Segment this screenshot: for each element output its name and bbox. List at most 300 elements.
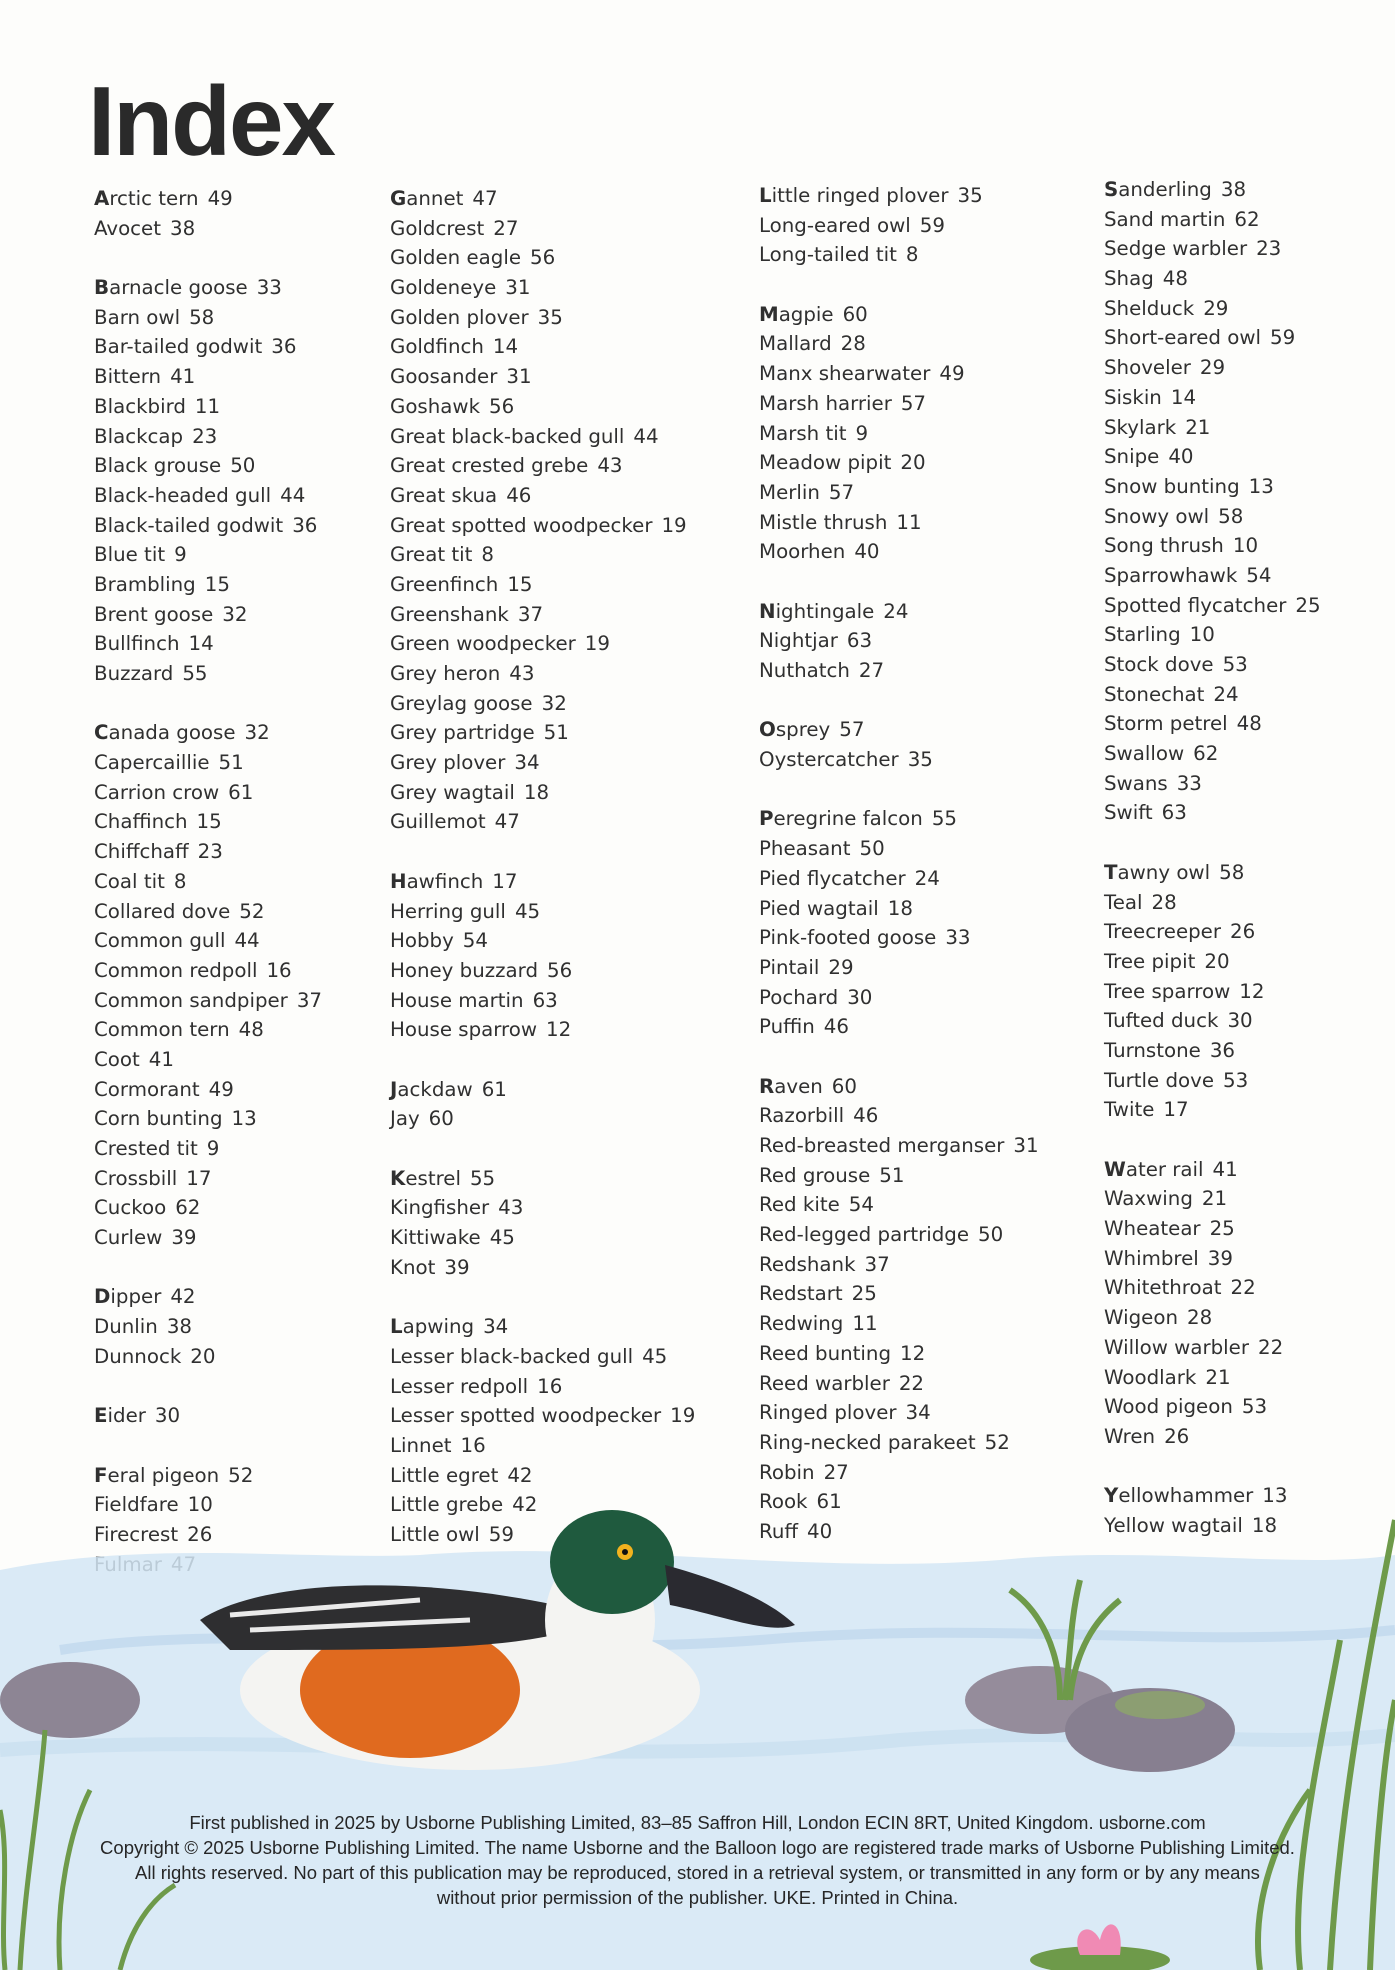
bird-name: Snow bunting — [1104, 474, 1240, 498]
page-number: 50 — [859, 837, 885, 861]
page-number: 28 — [1151, 890, 1177, 914]
bird-name: Arctic tern — [94, 187, 199, 210]
index-entry — [759, 389, 1099, 419]
page-number: 35 — [537, 305, 563, 329]
bird-name: Common sandpiper — [94, 988, 288, 1012]
page-number: 24 — [914, 866, 940, 890]
bird-name: Honey buzzard — [390, 958, 539, 982]
bird-name: Blackcap — [94, 424, 184, 448]
index-letter-group — [94, 184, 434, 243]
index-entry — [759, 1190, 1099, 1220]
page-number: 38 — [166, 1315, 193, 1339]
index-entry — [390, 807, 730, 837]
page-number: 27 — [493, 216, 519, 240]
index-entry — [390, 1164, 730, 1194]
page-number: 32 — [244, 721, 270, 745]
page-number: 10 — [1232, 534, 1259, 558]
bird-name: Goosander — [390, 365, 498, 389]
bird-name: Grey wagtail — [390, 780, 515, 804]
index-entry — [94, 1312, 434, 1342]
page-number: 19 — [584, 632, 610, 656]
index-entry — [94, 451, 434, 481]
index-entry — [759, 1072, 1099, 1102]
bird-name: Grey partridge — [390, 721, 535, 745]
page-number: 42 — [507, 1463, 533, 1487]
page-number: 57 — [828, 480, 855, 504]
bird-name: Moorhen — [759, 540, 846, 564]
index-entry — [1104, 353, 1395, 383]
page-number: 56 — [489, 394, 515, 418]
index-entry — [94, 1342, 434, 1372]
bird-name: Starling — [1104, 623, 1181, 647]
page-number: 63 — [1161, 801, 1187, 825]
bird-name: Woodlark — [1104, 1365, 1197, 1389]
bird-name: Ringed plover — [759, 1401, 897, 1425]
page-number: 53 — [1222, 653, 1248, 676]
index-entry — [759, 834, 1099, 864]
page-number: 12 — [1239, 979, 1265, 1003]
page-number: 39 — [1207, 1246, 1233, 1270]
index-entry — [1104, 1095, 1395, 1125]
bird-name: Jackdaw — [390, 1077, 473, 1101]
index-letter-group — [759, 715, 1099, 774]
index-entry — [759, 1131, 1099, 1161]
page-number: 11 — [852, 1312, 878, 1336]
page-number: 38 — [169, 216, 196, 240]
bird-name: Black-headed gull — [94, 483, 272, 507]
index-entry — [390, 570, 730, 600]
bird-name: Meadow pipit — [759, 451, 892, 475]
page-number: 52 — [984, 1430, 1010, 1454]
bird-name: Brent goose — [94, 602, 214, 626]
index-entry — [1104, 1155, 1395, 1185]
page-number: 50 — [230, 454, 256, 478]
bird-name: Kestrel — [390, 1166, 461, 1190]
page-number: 23 — [1256, 237, 1282, 261]
index-entry — [94, 837, 434, 867]
bird-name: Sand martin — [1104, 207, 1226, 231]
bird-name: Capercaillie — [94, 751, 210, 775]
page-number: 56 — [530, 246, 556, 270]
bird-name: Red kite — [759, 1193, 840, 1217]
page-number: 55 — [469, 1166, 496, 1190]
page-number: 37 — [296, 988, 322, 1012]
index-entry — [94, 897, 434, 927]
page-number: 8 — [173, 869, 187, 893]
index-column-3 — [759, 181, 1099, 1576]
bird-name: Barn owl — [94, 305, 181, 329]
index-entry — [1104, 1214, 1395, 1244]
page-number: 13 — [1248, 474, 1274, 498]
index-letter-group — [759, 804, 1099, 1042]
index-entry — [1104, 264, 1395, 294]
page-number: 22 — [898, 1371, 925, 1395]
index-entry — [390, 1372, 730, 1402]
bird-name: Goshawk — [390, 394, 481, 418]
index-entry — [94, 392, 434, 422]
index-entry — [94, 1104, 434, 1134]
bird-name: Wood pigeon — [1104, 1395, 1233, 1419]
footer-line: All rights reserved. No part of this publication may be reproduced, stored in a retrieval system, or transmitted in any form or by any means — [135, 1862, 1260, 1883]
index-letter-group — [1104, 175, 1395, 828]
bird-name: Coot — [94, 1047, 140, 1071]
bird-name: Bullfinch — [94, 632, 180, 656]
index-entry — [390, 659, 730, 689]
index-entry — [94, 1164, 434, 1194]
page-number: 31 — [1013, 1134, 1039, 1157]
bird-name: Kittiwake — [390, 1226, 481, 1250]
page-number: 33 — [256, 276, 282, 300]
bird-name: Dipper — [94, 1285, 162, 1309]
bird-name: Siskin — [1104, 385, 1162, 409]
bird-name: Lapwing — [390, 1315, 475, 1339]
index-entry — [1104, 1363, 1395, 1393]
bird-name: Great spotted woodpecker — [390, 513, 653, 537]
index-entry — [390, 1015, 730, 1045]
bird-name: Storm petrel — [1104, 712, 1228, 736]
page-number: 31 — [505, 276, 531, 300]
page-number: 61 — [228, 780, 254, 804]
bird-name: House sparrow — [390, 1018, 538, 1042]
page-number: 62 — [1193, 742, 1219, 766]
bird-name: Common gull — [94, 929, 226, 953]
bird-name: Golden eagle — [390, 246, 521, 270]
rock-left — [0, 1662, 140, 1738]
bird-name: Tawny owl — [1104, 860, 1211, 884]
bird-name: Mistle thrush — [759, 510, 888, 534]
index-entry — [1104, 175, 1395, 205]
page-number: 37 — [517, 602, 544, 626]
bird-name: Barnacle goose — [94, 276, 248, 300]
page-number: 25 — [851, 1282, 877, 1306]
page-number: 42 — [170, 1285, 196, 1309]
index-entry — [1104, 769, 1395, 799]
index-letter-group — [759, 597, 1099, 686]
page-number: 45 — [489, 1226, 515, 1250]
index-entry — [759, 1369, 1099, 1399]
index-entry — [94, 956, 434, 986]
bird-name: Shag — [1104, 267, 1154, 291]
bird-name: Chaffinch — [94, 810, 188, 834]
bird-name: Greenfinch — [390, 572, 499, 596]
bird-name: Skylark — [1104, 415, 1177, 439]
bird-name: Sedge warbler — [1104, 237, 1248, 261]
index-entry — [1104, 709, 1395, 739]
index-letter-group — [390, 184, 730, 837]
bird-name: Blackbird — [94, 394, 186, 418]
index-entry — [759, 953, 1099, 983]
index-entry — [759, 181, 1099, 211]
page-number: 41 — [170, 365, 196, 389]
index-entry — [759, 419, 1099, 449]
bird-name: Whimbrel — [1104, 1246, 1199, 1270]
page-number: 40 — [807, 1519, 833, 1543]
page-number: 32 — [541, 691, 567, 715]
index-letter-group — [390, 867, 730, 1045]
index-entry — [759, 300, 1099, 330]
index-letter-group — [1104, 1155, 1395, 1452]
index-entry — [1104, 383, 1395, 413]
page-number: 51 — [218, 751, 244, 775]
bird-name: Coal tit — [94, 869, 165, 893]
index-entry — [390, 511, 730, 541]
index-entry — [94, 1045, 434, 1075]
page-number: 29 — [828, 955, 854, 979]
page-number: 36 — [1209, 1038, 1235, 1062]
bird-name: Raven — [759, 1074, 823, 1098]
footer-line: Copyright © 2025 Usborne Publishing Limited. The name Usborne and the Balloon logo are registered trade marks of Usborne Publishing Limited. — [100, 1837, 1295, 1858]
page-number: 22 — [1257, 1335, 1284, 1359]
index-entry — [390, 1193, 730, 1223]
index-entry — [759, 1012, 1099, 1042]
bird-name: Eider — [94, 1404, 146, 1428]
index-entry — [1104, 1422, 1395, 1452]
index-entry — [94, 629, 434, 659]
page-number: 58 — [189, 305, 215, 329]
page-number: 46 — [506, 483, 532, 507]
index-letter-group — [94, 1282, 434, 1371]
bird-name: Little egret — [390, 1463, 499, 1487]
bird-name: Great skua — [390, 483, 498, 507]
index-entry — [1104, 234, 1395, 264]
index-entry — [1104, 502, 1395, 532]
page-number: 41 — [148, 1047, 174, 1071]
page-number: 23 — [192, 424, 218, 448]
page-number: 36 — [292, 513, 318, 537]
index-entry — [759, 1428, 1099, 1458]
bird-name: Osprey — [759, 718, 831, 742]
page-number: 33 — [1176, 771, 1202, 795]
page-number: 43 — [597, 454, 623, 478]
page-number: 15 — [196, 810, 222, 834]
page-number: 51 — [543, 721, 569, 745]
index-entry — [390, 867, 730, 897]
page-number: 49 — [208, 1077, 234, 1101]
page-number: 17 — [492, 869, 518, 893]
page-number: 48 — [1236, 712, 1262, 736]
bird-name: Redstart — [759, 1282, 843, 1306]
bird-name: Sanderling — [1104, 178, 1212, 201]
bird-name: Snipe — [1104, 445, 1160, 469]
index-entry — [1104, 442, 1395, 472]
page-number: 36 — [271, 335, 297, 359]
footer-line: without prior permission of the publisher. UKE. Printed in China. — [436, 1887, 959, 1908]
index-entry — [94, 214, 434, 244]
page-number: 35 — [907, 748, 933, 772]
page-number: 41 — [1212, 1157, 1238, 1181]
page-number: 11 — [896, 510, 922, 534]
index-entry — [1104, 561, 1395, 591]
page-number: 15 — [507, 572, 533, 596]
bird-name: Avocet — [94, 216, 161, 240]
bird-name: Snowy owl — [1104, 504, 1210, 528]
page-number: 49 — [207, 187, 233, 210]
bird-name: Redwing — [759, 1312, 844, 1336]
index-entry — [390, 600, 730, 630]
index-entry — [94, 332, 434, 362]
page-number: 24 — [883, 599, 909, 623]
bird-name: Pied flycatcher — [759, 866, 906, 890]
page-number: 47 — [472, 187, 498, 210]
index-entry — [94, 807, 434, 837]
page-number: 19 — [661, 513, 687, 537]
bird-name: Kingfisher — [390, 1196, 490, 1220]
bird-name: Goldcrest — [390, 216, 485, 240]
page-number: 26 — [187, 1522, 213, 1546]
page-number: 28 — [1187, 1306, 1213, 1330]
index-entry — [390, 1342, 730, 1372]
index-entry — [94, 1075, 434, 1105]
index-letter-group — [94, 718, 434, 1252]
page-number: 58 — [1218, 504, 1244, 528]
index-entry — [390, 303, 730, 333]
bird-name: Green woodpecker — [390, 632, 576, 656]
index-entry — [759, 597, 1099, 627]
index-entry — [1104, 917, 1395, 947]
bird-name: Hawfinch — [390, 869, 484, 893]
bird-name: Manx shearwater — [759, 362, 931, 386]
page-number: 59 — [919, 213, 945, 237]
bird-name: Ring-necked parakeet — [759, 1430, 976, 1454]
page-number: 62 — [175, 1196, 201, 1220]
page-number: 35 — [957, 184, 983, 207]
bird-name: Brambling — [94, 572, 196, 596]
index-entry — [94, 986, 434, 1016]
bird-name: Shoveler — [1104, 356, 1191, 380]
index-entry — [390, 1401, 730, 1431]
bird-name: Rook — [759, 1490, 808, 1514]
bird-name: Lesser black-backed gull — [390, 1344, 634, 1368]
bird-name: Black-tailed godwit — [94, 513, 284, 537]
bird-name: Razorbill — [759, 1104, 845, 1128]
page-number: 62 — [1234, 207, 1260, 231]
bird-name: Curlew — [94, 1226, 163, 1250]
index-entry — [1104, 591, 1395, 621]
index-entry — [94, 1461, 434, 1491]
bird-name: Swift — [1104, 801, 1153, 825]
page-number: 52 — [239, 899, 265, 923]
bird-name: Peregrine falcon — [759, 807, 923, 831]
bird-name: Red-breasted merganser — [759, 1134, 1005, 1157]
index-entry — [390, 332, 730, 362]
bird-name: Grey plover — [390, 751, 506, 775]
index-letter-group — [390, 1075, 730, 1134]
index-entry — [94, 1223, 434, 1253]
index-column-2 — [390, 184, 730, 1579]
index-entry — [759, 1398, 1099, 1428]
index-entry — [94, 540, 434, 570]
bird-name: Lesser spotted woodpecker — [390, 1404, 662, 1428]
index-entry — [759, 1161, 1099, 1191]
index-entry — [390, 1104, 730, 1134]
page-number: 27 — [858, 659, 885, 682]
index-entry — [94, 511, 434, 541]
page-number: 54 — [1246, 563, 1272, 587]
index-entry — [390, 629, 730, 659]
index-entry — [390, 540, 730, 570]
bird-name: Little owl — [390, 1522, 480, 1546]
bird-name: Merlin — [759, 480, 820, 504]
bird-name: Song thrush — [1104, 534, 1224, 558]
bird-name: Firecrest — [94, 1522, 179, 1546]
bird-name: Tree pipit — [1104, 949, 1196, 973]
index-entry — [759, 923, 1099, 953]
page-number: 57 — [900, 391, 926, 415]
bird-name: Feral pigeon — [94, 1463, 220, 1487]
bird-name: Reed bunting — [759, 1341, 892, 1365]
bird-name: Stock dove — [1104, 653, 1214, 676]
bird-name: Guillemot — [390, 810, 486, 834]
index-entry — [390, 422, 730, 452]
bird-name: Golden plover — [390, 305, 529, 329]
index-entry — [390, 273, 730, 303]
index-entry — [390, 897, 730, 927]
index-entry — [759, 656, 1099, 686]
index-letter-group — [1104, 858, 1395, 1125]
page-number: 57 — [839, 718, 865, 742]
page-number: 55 — [931, 807, 957, 831]
bird-name: Hobby — [390, 929, 454, 953]
bird-name: Yellow wagtail — [1104, 1513, 1243, 1537]
page-number: 8 — [905, 243, 919, 267]
bird-name: Yellowhammer — [1104, 1484, 1254, 1508]
page-number: 40 — [854, 540, 880, 564]
page-number: 20 — [1204, 949, 1230, 973]
index-entry — [1104, 205, 1395, 235]
index-column-4 — [1104, 175, 1395, 1570]
bird-name: Greenshank — [390, 602, 509, 626]
bird-name: Red grouse — [759, 1163, 871, 1187]
page-number: 40 — [1168, 445, 1194, 469]
index-entry — [759, 478, 1099, 508]
index-entry — [1104, 531, 1395, 561]
index-entry — [94, 718, 434, 748]
index-letter-group — [759, 300, 1099, 567]
page-number: 58 — [1219, 860, 1245, 884]
bird-name: Black grouse — [94, 454, 222, 478]
index-entry — [759, 745, 1099, 775]
index-entry — [94, 1193, 434, 1223]
bird-name: Crossbill — [94, 1166, 178, 1190]
index-entry — [759, 448, 1099, 478]
page-number: 18 — [523, 780, 550, 804]
bird-name: Common tern — [94, 1018, 230, 1042]
bird-name: Pink-footed goose — [759, 926, 937, 950]
page-number: 39 — [444, 1255, 470, 1279]
page-number: 23 — [197, 840, 223, 864]
index-entry — [759, 1339, 1099, 1369]
page-number: 51 — [879, 1163, 905, 1187]
bird-name: Whitethroat — [1104, 1276, 1222, 1300]
page-number: 26 — [1164, 1424, 1190, 1448]
index-entry — [94, 659, 434, 689]
index-entry — [1104, 1244, 1395, 1274]
index-entry — [759, 537, 1099, 567]
bird-name: Great crested grebe — [390, 454, 589, 478]
index-entry — [1104, 1303, 1395, 1333]
index-entry — [94, 1134, 434, 1164]
index-entry — [390, 986, 730, 1016]
page-number: 60 — [842, 302, 868, 326]
index-letter-group — [759, 181, 1099, 270]
page-number: 14 — [492, 335, 519, 359]
index-entry — [94, 1401, 434, 1431]
index-entry — [94, 1282, 434, 1312]
index-entry — [390, 1312, 730, 1342]
index-entry — [1104, 1333, 1395, 1363]
bird-name: Cuckoo — [94, 1196, 167, 1220]
page-number: 45 — [514, 899, 541, 923]
